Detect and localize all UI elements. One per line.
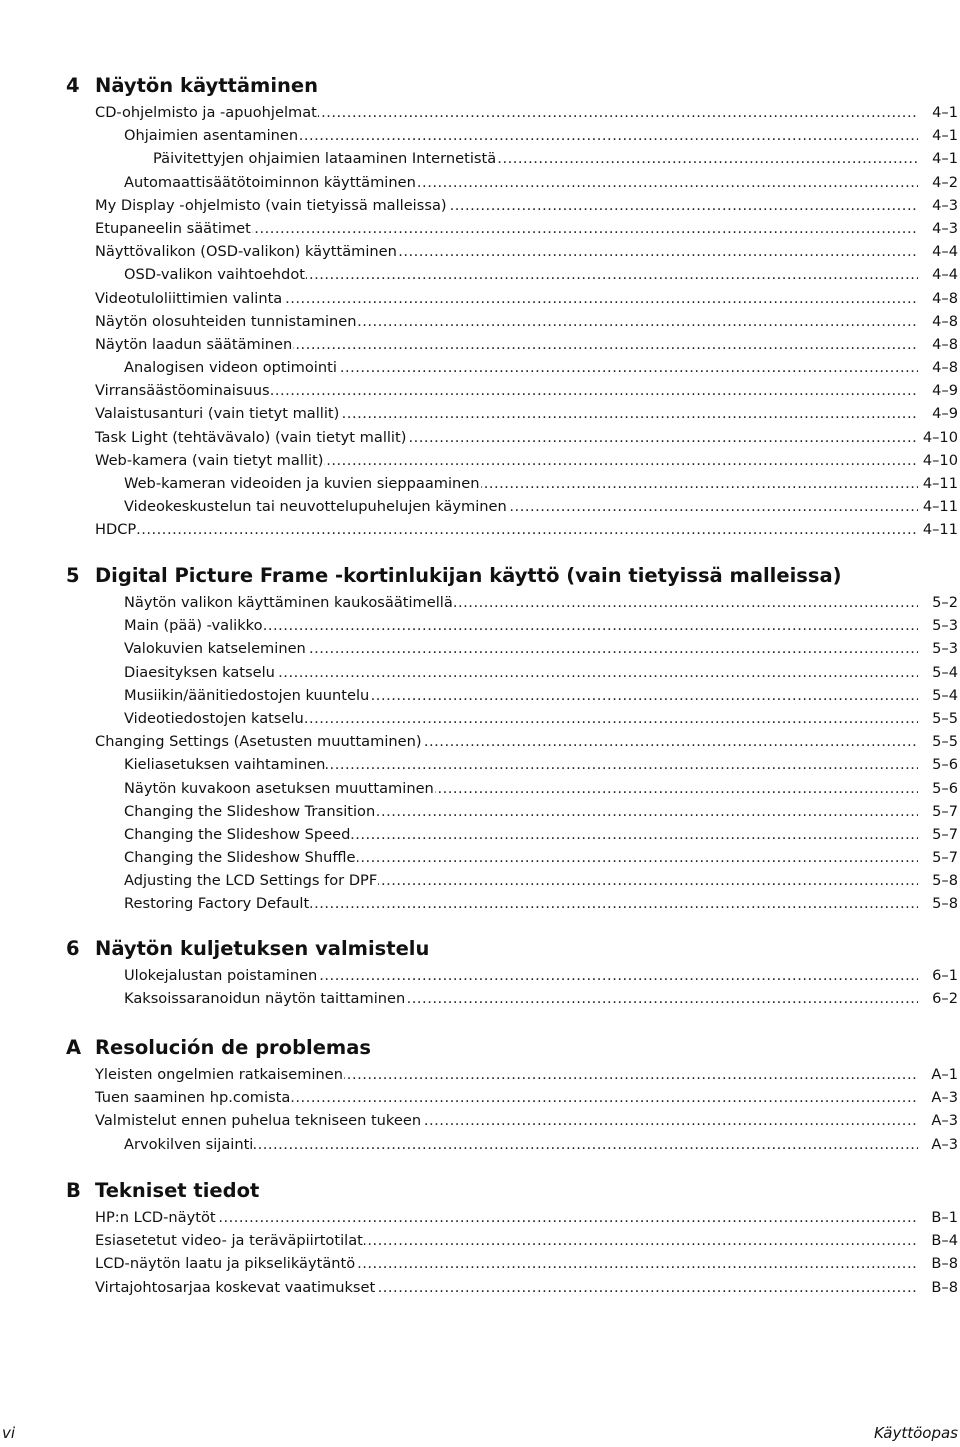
chapter-title: Tekniset tiedot — [95, 1179, 260, 1202]
toc-entry[interactable] — [0, 382, 960, 405]
toc-entry[interactable] — [0, 594, 960, 617]
toc-entry-title: CD-ohjelmisto ja -apuohjelmat — [95, 104, 317, 121]
toc-entry-title: Päivitettyjen ohjaimien lataaminen Internetistä — [153, 150, 497, 168]
chapter-number: 5 — [66, 564, 80, 587]
toc-entry-title: Kieliasetuksen vaihtaminen — [124, 756, 326, 774]
page-footer — [0, 1424, 960, 1446]
toc-entry-title: Etupaneelin säätimet — [95, 219, 251, 237]
toc-entry-title: Valokuvien katseleminen — [124, 640, 306, 658]
toc-entry-page: 5–6 — [918, 780, 958, 797]
toc-entry[interactable] — [0, 872, 960, 895]
toc-entry[interactable] — [0, 1255, 960, 1278]
toc-entry-title: OSD-valikon vaihtoehdot — [124, 266, 305, 284]
toc-entry[interactable] — [0, 1112, 960, 1135]
toc-entry-title: Valaistusanturi (vain tietyt mallit) — [95, 405, 340, 423]
toc-entry-title: Näytön kuvakoon asetuksen muuttaminen — [124, 779, 434, 797]
toc-entry-page: 5–2 — [918, 594, 958, 611]
toc-entry-page: 5–3 — [918, 617, 958, 634]
toc-entry-page: 5–4 — [918, 664, 958, 681]
toc-entry-page: 5–7 — [918, 826, 958, 843]
toc-entry-page: A–3 — [918, 1089, 958, 1106]
toc-entry[interactable] — [0, 498, 960, 521]
toc-entries — [0, 594, 960, 919]
toc-appendix-b — [0, 1175, 960, 1302]
toc-entry[interactable] — [0, 733, 960, 756]
toc-entry-title: HP:n LCD-näytöt — [95, 1209, 216, 1226]
toc-entry-page: 4–9 — [918, 405, 958, 422]
toc-entry-title: Videotiedostojen katselu — [124, 709, 304, 727]
toc-chapter-5 — [0, 560, 960, 919]
toc-entry-page: 4–1 — [918, 150, 958, 167]
toc-entry-title: LCD-näytön laatu ja pikselikäytäntö — [95, 1255, 356, 1273]
toc-entry-title: Näyttövalikon (OSD-valikon) käyttäminen — [95, 243, 397, 261]
toc-entry[interactable] — [0, 150, 960, 173]
page-number: vi — [2, 1424, 16, 1442]
toc-entry-title: Web-kamera (vain tietyt mallit) — [95, 451, 324, 469]
chapter-heading — [0, 70, 960, 104]
chapter-title: Digital Picture Frame -kortinlukijan käyttö (vain tietyissä malleissa) — [95, 564, 842, 587]
toc-entry-title: HDCP — [95, 521, 137, 539]
toc-entry-page: 5–8 — [918, 872, 958, 889]
toc-entry[interactable] — [0, 290, 960, 313]
toc-entry-title: Musiikin/äänitiedostojen kuuntelu — [124, 686, 370, 704]
toc-entry[interactable] — [0, 174, 960, 197]
toc-entry-page: 4–8 — [918, 359, 958, 376]
toc-entry-page: 4–11 — [918, 521, 958, 538]
toc-entry-page: 5–5 — [918, 710, 958, 727]
toc-chapter-4 — [0, 70, 960, 545]
toc-entries — [0, 1209, 960, 1302]
toc-entry-title: Arvokilven sijainti — [124, 1135, 254, 1153]
toc-entry-title: My Display -ohjelmisto (vain tietyissä malleissa) — [95, 196, 447, 214]
toc-entry-page: 4–3 — [918, 220, 958, 237]
toc-entry-page: 5–6 — [918, 756, 958, 773]
toc-entry-page: B–4 — [918, 1232, 958, 1249]
toc-entry-page: 5–7 — [918, 849, 958, 866]
toc-entry[interactable] — [0, 266, 960, 289]
toc-entries — [0, 104, 960, 545]
toc-entry-title: Valmistelut ennen puhelua tekniseen tukeen — [95, 1112, 422, 1130]
toc-entry[interactable] — [0, 803, 960, 826]
toc-entry[interactable] — [0, 1279, 960, 1302]
toc-entry[interactable] — [0, 313, 960, 336]
toc-entries — [0, 1066, 960, 1159]
toc-entry-page: 5–8 — [918, 895, 958, 912]
toc-entry-page: 4–1 — [918, 104, 958, 121]
toc-entry-title: Changing Settings (Asetusten muuttaminen) — [95, 733, 422, 751]
toc-entry-title: Changing the Slideshow Shuffle — [124, 849, 356, 867]
toc-entry-page: 6–1 — [918, 967, 958, 984]
toc-entry[interactable] — [0, 452, 960, 475]
toc-entry-page: B–8 — [918, 1279, 958, 1296]
toc-entry[interactable] — [0, 336, 960, 359]
chapter-heading — [0, 1175, 960, 1209]
toc-entry[interactable] — [0, 1066, 960, 1089]
toc-entry-page: 4–2 — [918, 174, 958, 191]
chapter-title: Näytön käyttäminen — [95, 74, 319, 97]
toc-entry-title: Adjusting the LCD Settings for DPF — [124, 872, 378, 890]
toc-entry-title: Virtajohtosarjaa koskevat vaatimukset — [95, 1278, 376, 1296]
toc-entry-title: Restoring Factory Default — [124, 895, 310, 913]
toc-entry[interactable] — [0, 429, 960, 452]
toc-entry-page: 5–5 — [918, 733, 958, 750]
toc-entry[interactable] — [0, 104, 960, 127]
toc-entry[interactable] — [0, 521, 960, 544]
toc-entry[interactable] — [0, 826, 960, 849]
toc-entry[interactable] — [0, 664, 960, 687]
chapter-number: A — [66, 1036, 82, 1059]
dot-leader — [95, 1209, 918, 1226]
toc-entry[interactable] — [0, 756, 960, 779]
toc-entry-title: Näytön laadun säätäminen — [95, 335, 293, 353]
toc-entry[interactable] — [0, 849, 960, 872]
toc-entry[interactable] — [0, 710, 960, 733]
toc-entry-title: Videotuloliittimien valinta — [95, 289, 283, 307]
toc-entry-title: Yleisten ongelmien ratkaiseminen — [95, 1066, 343, 1083]
chapter-title: Näytön kuljetuksen valmistelu — [95, 937, 430, 960]
toc-entry-title: Näytön valikon käyttäminen kaukosäätimellä — [124, 594, 453, 611]
toc-entry-title: Videokeskustelun tai neuvottelupuhelujen käyminen — [124, 498, 507, 516]
toc-entry-page: 4–8 — [918, 313, 958, 330]
toc-entry-title: Analogisen videon optimointi — [124, 359, 337, 377]
toc-entry[interactable] — [0, 127, 960, 150]
toc-entry-page: 5–4 — [918, 687, 958, 704]
document-title: Käyttöopas — [873, 1424, 958, 1442]
toc-entry[interactable] — [0, 1136, 960, 1159]
chapter-heading — [0, 933, 960, 967]
toc-entry-title: Virransäästöominaisuus — [95, 382, 270, 400]
toc-entry-page: 4–1 — [918, 127, 958, 144]
toc-entry[interactable] — [0, 220, 960, 243]
toc-entry-page: A–3 — [918, 1136, 958, 1153]
toc-entry[interactable] — [0, 243, 960, 266]
toc-entry-page: B–1 — [918, 1209, 958, 1226]
toc-entry-page: 5–7 — [918, 803, 958, 820]
toc-entry-title: Changing the Slideshow Transition — [124, 802, 376, 820]
toc-entry-title: Web-kameran videoiden ja kuvien sieppaaminen — [124, 475, 480, 492]
toc-entry[interactable] — [0, 1209, 960, 1232]
toc-entry-page: 4–8 — [918, 336, 958, 353]
toc-entry[interactable] — [0, 475, 960, 498]
toc-entry-page: 4–4 — [918, 266, 958, 283]
toc-appendix-a — [0, 1032, 960, 1159]
toc-entry-title: Tuen saaminen hp.comista — [95, 1089, 291, 1107]
chapter-number: 6 — [66, 937, 80, 960]
toc-entry-page: 4–11 — [918, 475, 958, 492]
toc-entry-page: 4–8 — [918, 290, 958, 307]
chapter-title: Resolución de problemas — [95, 1036, 372, 1059]
chapter-number: 4 — [66, 74, 80, 97]
toc-entry[interactable] — [0, 780, 960, 803]
toc-entries — [0, 967, 960, 1013]
toc-entry-title: Kaksoissaranoidun näytön taittaminen — [124, 990, 406, 1008]
toc-entry-title: Ulokejalustan poistaminen — [124, 967, 318, 984]
toc-entry[interactable] — [0, 990, 960, 1013]
toc-entry-page: 4–11 — [918, 498, 958, 515]
toc-chapter-6 — [0, 933, 960, 1013]
toc-entry-page: 6–2 — [918, 990, 958, 1007]
toc-entry-title: Main (pää) -valikko — [124, 617, 263, 635]
chapter-number: B — [66, 1179, 81, 1202]
toc-entry-page: A–3 — [918, 1112, 958, 1129]
toc-entry[interactable] — [0, 1089, 960, 1112]
toc-entry[interactable] — [0, 1232, 960, 1255]
toc-entry-page: A–1 — [918, 1066, 958, 1083]
toc-entry[interactable] — [0, 967, 960, 990]
toc-entry-title: Ohjaimien asentaminen — [124, 127, 299, 145]
chapter-heading — [0, 560, 960, 594]
toc-entry[interactable] — [0, 687, 960, 710]
toc-entry-page: 4–10 — [918, 452, 958, 469]
chapter-heading — [0, 1032, 960, 1066]
toc-entry-title: Task Light (tehtävävalo) (vain tietyt mallit) — [95, 428, 407, 446]
toc-entry-page: 4–10 — [918, 429, 958, 446]
toc-entry[interactable] — [0, 895, 960, 918]
toc-entry-title: Automaattisäätötoiminnon käyttäminen — [124, 173, 416, 191]
toc-entry-title: Esiasetetut video- ja teräväpiirtotilat — [95, 1232, 363, 1250]
toc-entry[interactable] — [0, 359, 960, 382]
toc-entry-title: Diaesityksen katselu — [124, 663, 275, 681]
toc-entry[interactable] — [0, 617, 960, 640]
toc-entry-page: 4–4 — [918, 243, 958, 260]
toc-entry-page: 4–3 — [918, 197, 958, 214]
toc-entry[interactable] — [0, 405, 960, 428]
toc-entry[interactable] — [0, 197, 960, 220]
toc-entry[interactable] — [0, 640, 960, 663]
dot-leader — [95, 521, 918, 538]
toc-entry-page: B–8 — [918, 1255, 958, 1272]
toc-entry-title: Näytön olosuhteiden tunnistaminen — [95, 312, 357, 330]
toc-entry-page: 5–3 — [918, 640, 958, 657]
toc-entry-title: Changing the Slideshow Speed — [124, 825, 351, 843]
toc-entry-page: 4–9 — [918, 382, 958, 399]
